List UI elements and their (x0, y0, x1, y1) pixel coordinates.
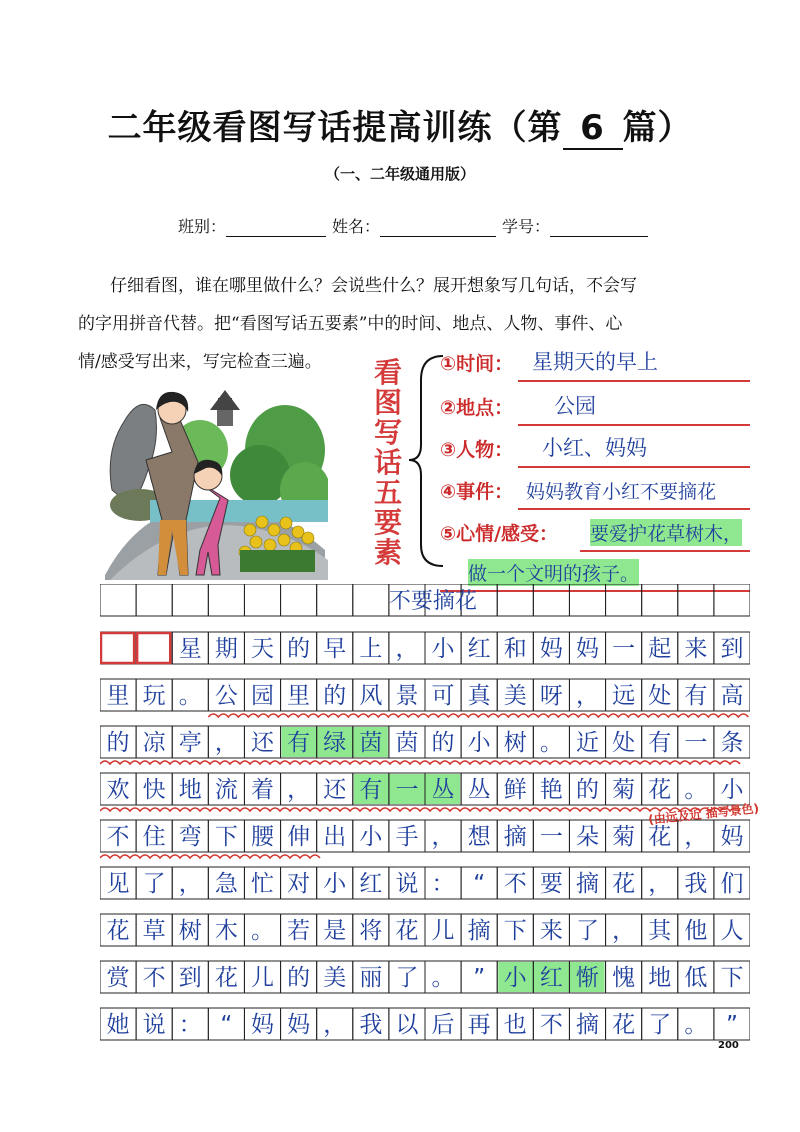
essay-char: 花 (214, 965, 238, 991)
essay-char: 绿 (323, 730, 347, 756)
essay-char: ， (431, 824, 455, 850)
essay-char: ” (725, 1012, 738, 1038)
essay-char: 景 (395, 683, 419, 709)
essay-char: 妈 (539, 636, 563, 662)
essay-char: 弯 (178, 824, 202, 850)
essay-char: 到 (178, 965, 202, 991)
essay-char: 。 (178, 683, 202, 709)
essay-char: 。 (684, 777, 708, 803)
essay-char: ， (323, 1012, 347, 1038)
element-answer: 星期天的早上 (532, 350, 658, 374)
element-label: ⑤心情/感受： (440, 523, 559, 545)
essay-char: 星 (178, 636, 202, 662)
essay-char: 儿 (431, 918, 455, 944)
essay-char: 菊 (612, 824, 636, 850)
essay-char: 红 (359, 871, 383, 897)
essay-char: 小 (431, 636, 455, 662)
essay-char: ， (648, 871, 672, 897)
essay-char: 说 (395, 871, 419, 897)
essay-char: 伸 (287, 824, 311, 850)
subtitle: （一、二年级通用版） (324, 165, 475, 183)
student-info-row (178, 214, 654, 237)
essay-char: 花 (648, 824, 672, 850)
vertical-char: 五 (373, 476, 402, 509)
essay-title: 不要摘花 (388, 589, 477, 614)
essay-char: 美 (503, 683, 527, 709)
element-answer: 小红、妈妈 (542, 436, 647, 460)
essay-char: ： (178, 1012, 202, 1038)
essay-char: 丽 (359, 965, 383, 991)
scene-illustration (100, 380, 328, 580)
essay-char: 里 (287, 683, 311, 709)
essay-char: 不 (539, 1012, 563, 1038)
essay-char: 还 (251, 730, 274, 756)
instruction-line-1: 仔细看图，谁在哪里做什么？会说些什么？展开想象写几句话，不会写 (110, 276, 637, 296)
essay-char: 摘 (576, 871, 599, 897)
class-label: 班别： (178, 217, 227, 236)
essay-char: 小 (720, 777, 744, 803)
element-answer: 妈妈教育小红不要摘花 (526, 481, 717, 503)
element-label: ②地点： (440, 397, 514, 419)
element-label: ③人物： (440, 439, 514, 461)
essay-char: 有 (359, 777, 383, 803)
essay-char: 急 (214, 871, 238, 897)
essay-char: 我 (359, 1012, 383, 1038)
essay-char: 花 (106, 918, 130, 944)
essay-char: 流 (214, 777, 238, 803)
name-label: 姓名： (332, 217, 381, 236)
vertical-char: 要 (373, 506, 402, 539)
page-title (0, 100, 800, 150)
essay-char: 了 (142, 871, 166, 897)
essay-char: 快 (142, 777, 166, 803)
class-field[interactable] (226, 218, 326, 237)
essay-char: 风 (359, 683, 383, 709)
essay-char: 呀 (539, 683, 563, 709)
essay-char: 凉 (142, 730, 166, 756)
essay-char: “ (473, 871, 486, 897)
essay-char: 和 (503, 636, 527, 662)
essay-char: 见 (106, 871, 130, 897)
essay-char: 妈 (576, 636, 599, 662)
essay-char: ， (612, 918, 636, 944)
name-field[interactable] (380, 218, 496, 237)
essay-char: 下 (214, 824, 238, 850)
essay-char: 想 (467, 824, 491, 850)
essay-char: 一 (612, 636, 636, 662)
essay-char: 的 (287, 636, 311, 662)
essay-char: 腰 (251, 824, 274, 850)
title-suffix: 篇） (622, 108, 693, 148)
element-answer-continuation: 做一个文明的孩子。 (468, 559, 639, 586)
essay-char: 是 (323, 918, 347, 944)
essay-char: 赏 (106, 965, 130, 991)
essay-char: 起 (648, 636, 672, 662)
essay-char: 下 (503, 918, 527, 944)
essay-char: 将 (359, 918, 383, 944)
vertical-char: 写 (373, 416, 402, 449)
essay-char: 上 (359, 636, 383, 662)
essay-char: 小 (503, 965, 527, 991)
essay-char: 小 (467, 730, 491, 756)
essay-char: 的 (106, 730, 130, 756)
essay-char: ： (431, 871, 455, 897)
essay-char: 艳 (539, 777, 563, 803)
essay-char: 不 (142, 965, 166, 991)
essay-char: 公 (214, 683, 238, 709)
essay-char: 处 (612, 730, 636, 756)
essay-char: 的 (323, 683, 347, 709)
essay-char: 也 (503, 1012, 527, 1038)
essay-char: 儿 (251, 965, 274, 991)
element-place (440, 386, 750, 426)
essay-char: 以 (395, 1012, 419, 1038)
element-people (440, 428, 750, 468)
element-time (440, 342, 750, 382)
essay-char: 摘 (576, 1012, 599, 1038)
essay-char: 来 (684, 636, 708, 662)
essay-char: 草 (142, 918, 166, 944)
answer-line (518, 466, 750, 468)
essay-char: 住 (142, 824, 166, 850)
essay-char: 期 (214, 636, 238, 662)
essay-char: 菊 (612, 777, 636, 803)
essay-char: 惭 (576, 965, 599, 991)
essay-char: 园 (251, 683, 274, 709)
essay-char: 里 (106, 683, 130, 709)
essay-char: 花 (612, 1012, 636, 1038)
essay-char: 亭 (178, 730, 202, 756)
element-label: ①时间： (440, 353, 514, 375)
essay-char: 玩 (142, 683, 166, 709)
essay-char: 丛 (467, 777, 491, 803)
essay-char: 处 (648, 683, 672, 709)
page-number: 200 (718, 1040, 739, 1051)
essay-char: 木 (214, 918, 238, 944)
essay-char: 若 (287, 918, 311, 944)
essay-char: 茵 (359, 730, 383, 756)
id-label: 学号： (502, 217, 551, 236)
essay-char: 她 (106, 1012, 130, 1038)
essay-char: 有 (648, 730, 672, 756)
essay-char: 丛 (431, 777, 455, 803)
essay-char: 天 (251, 636, 274, 662)
essay-char: 朵 (576, 824, 599, 850)
essay-char: 了 (395, 965, 419, 991)
vertical-char: 看 (373, 356, 402, 389)
essay-char: 欢 (106, 777, 130, 803)
essay-char: 他 (684, 918, 708, 944)
essay-char: 的 (287, 965, 311, 991)
essay-char: 我 (684, 871, 708, 897)
answer-line (518, 508, 750, 510)
vertical-char: 话 (373, 446, 402, 479)
essay-char: 树 (178, 918, 202, 944)
essay-char: 后 (431, 1012, 455, 1038)
essay-char: 真 (467, 683, 491, 709)
essay-char: 还 (323, 777, 347, 803)
essay-char: 地 (648, 965, 672, 991)
essay-char: 来 (539, 918, 563, 944)
essay-char: 下 (720, 965, 744, 991)
essay-char: 。 (431, 965, 455, 991)
essay-char: 忙 (251, 871, 274, 897)
essay-char: 对 (287, 871, 311, 897)
title-number: 6 (563, 108, 623, 150)
essay-char: 花 (648, 777, 672, 803)
element-feeling (440, 512, 750, 552)
essay-char: 红 (467, 636, 491, 662)
essay-char: 花 (395, 918, 419, 944)
essay-char: 愧 (612, 965, 636, 991)
essay-char: 说 (142, 1012, 166, 1038)
essay-char: 了 (648, 1012, 672, 1038)
essay-char: ， (684, 824, 708, 850)
five-elements-vertical-title (370, 358, 406, 568)
essay-char: 有 (684, 683, 708, 709)
essay-char: 的 (576, 777, 599, 803)
essay-char: ， (287, 777, 311, 803)
essay-char: 妈 (720, 824, 744, 850)
essay-char: 条 (720, 730, 744, 756)
essay-char: 红 (539, 965, 563, 991)
essay-char: 。 (251, 918, 274, 944)
essay-char: ” (473, 965, 486, 991)
essay-char: 美 (323, 965, 347, 991)
essay-char: 们 (720, 871, 744, 897)
essay-char: 摘 (503, 824, 527, 850)
essay-char: 一 (684, 730, 708, 756)
title-prefix: 二年级看图写话提高训练（第 (107, 108, 563, 148)
essay-char: 要 (539, 871, 563, 897)
essay-char: 了 (576, 918, 599, 944)
answer-line (518, 380, 750, 382)
essay-char: ， (178, 871, 202, 897)
essay-char: 近 (576, 730, 599, 756)
id-field[interactable] (550, 218, 648, 237)
essay-char: 一 (395, 777, 419, 803)
essay-char: ， (395, 636, 419, 662)
essay-char: 的 (431, 730, 455, 756)
essay-char: “ (220, 1012, 233, 1038)
essay-char: 出 (323, 824, 347, 850)
essay-char: 鲜 (503, 777, 527, 803)
essay-char: 地 (178, 777, 202, 803)
essay-char: ， (576, 683, 599, 709)
essay-char: 着 (251, 777, 274, 803)
essay-char: 到 (720, 636, 744, 662)
vertical-char: 图 (373, 386, 402, 419)
essay-char: 小 (359, 824, 383, 850)
essay-char: 其 (648, 918, 672, 944)
essay-char: 低 (684, 965, 708, 991)
instruction-line-3: 情/感受写出来，写完检查三遍。 (78, 352, 322, 372)
element-answer: 公园 (554, 394, 596, 418)
essay-char: ， (214, 730, 238, 756)
essay-char: 茵 (395, 730, 419, 756)
element-answer: 要爱护花草树木， (590, 519, 742, 546)
essay-char: 可 (431, 683, 455, 709)
instruction-line-2: 的字用拼音代替。把“看图写话五要素”中的时间、地点、人物、事件、心 (78, 314, 623, 334)
answer-line (518, 424, 750, 426)
essay-char: 。 (684, 1012, 708, 1038)
essay-char: 手 (395, 824, 419, 850)
essay-char: 。 (539, 730, 563, 756)
essay-char: 一 (539, 824, 563, 850)
essay-char: 不 (106, 824, 130, 850)
essay-char: 不 (503, 871, 527, 897)
essay-char: 再 (467, 1012, 491, 1038)
essay-char: 妈 (287, 1012, 311, 1038)
element-label: ④事件： (440, 481, 514, 503)
essay-char: 花 (612, 871, 636, 897)
essay-char: 妈 (251, 1012, 274, 1038)
element-event (440, 470, 750, 510)
vertical-char: 素 (373, 536, 402, 569)
essay-char: 小 (323, 871, 347, 897)
essay-char: 摘 (467, 918, 491, 944)
bracket (405, 350, 445, 570)
essay-char: 高 (720, 683, 744, 709)
essay-char: 人 (720, 918, 744, 944)
essay-char: 有 (287, 730, 311, 756)
essay-char: 早 (323, 636, 347, 662)
teacher-annotation: (由远及近 描写景色) (647, 801, 760, 827)
essay-char: 远 (612, 683, 636, 709)
essay-char: 树 (503, 730, 527, 756)
